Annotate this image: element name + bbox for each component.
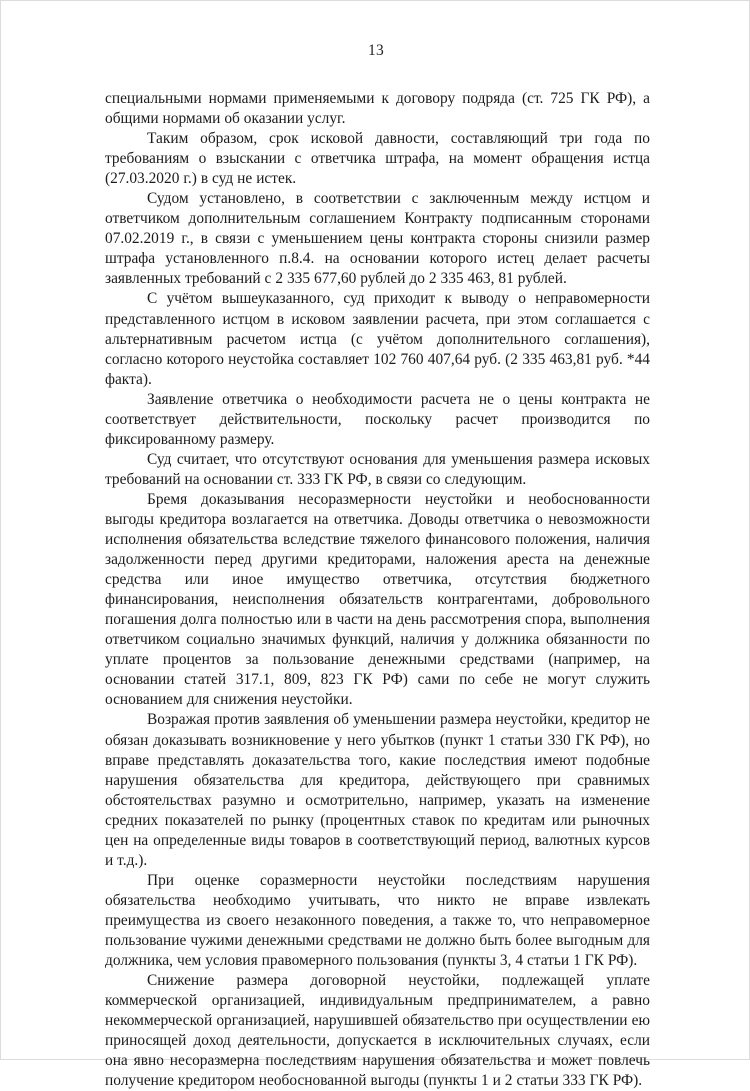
paragraph-10: Снижение размера договорной неустойки, подлежащей уплате коммерческой организацией, индивидуальным предпринимателем, а равно некоммерческой организацией, нарушившей обязательство при осуществлении ею приносящей доход деятельности, допускается в исключительных случаях, если она явно несоразмерна последствиям нарушения обязательства и может повлечь получение кредитором необоснованной выгоды (пункты 1 и 2 статьи 333 ГК РФ).	[105, 972, 650, 1090]
paragraph-7: Бремя доказывания несоразмерности неустойки и необоснованности выгоды кредитора возлагается на ответчика. Доводы ответчика о невозможности исполнения обязательства вследствие тяжелого финансового положения, наличия задолженности перед другими кредиторами, наложения ареста на денежные средства или иное имущество ответчика, отсутствия бюджетного финансирования, неисполнения обязательств контрагентами, добровольного погашения долга полностью или в части на день рассмотрения спора, выполнения ответчиком социально значимых функций, наличия у должника обязанности по уплате процентов за пользование денежными средствами (например, на основании статей 317.1, 809, 823 ГК РФ) сами по себе не могут служить основанием для снижения неустойки.	[105, 490, 650, 709]
paragraph-8: Возражая против заявления об уменьшении размера неустойки, кредитор не обязан доказывать возникновение у него убытков (пункт 1 статьи 330 ГК РФ), но вправе представлять доказательства того, какие последствия имеют подобные нарушения обязательства для кредитора, действующего при сравнимых обстоятельствах разумно и осмотрительно, например, указать на изменение средних показателей по рынку (процентных ставок по кредитам или рыночных цен на определенные виды товаров в соответствующий период, валютных курсов и т.д.).	[105, 711, 650, 869]
paragraph-2: Таким образом, срок исковой давности, составляющий три года по требованиям о взыскании с ответчика штрафа, на момент обращения истца (27.03.2020 г.) в суд не истек.	[105, 130, 650, 188]
paragraph-3: Судом установлено, в соответствии с заключенным между истцом и ответчиком дополнительным соглашением Контракту подписанным сторонами 07.02.2019 г., в связи с уменьшением цены контракта стороны снизили размер штрафа установленного п.8.4. на основании которого истец делает расчеты заявленных требований с 2 335 677,60 рублей до 2 335 463, 81 рублей.	[105, 190, 650, 288]
paragraph-9: При оценке соразмерности неустойки последствиям нарушения обязательства необходимо учитывать, что никто не вправе извлекать преимущества из своего незаконного поведения, а также то, что неправомерное пользование чужими денежными средствами не должно быть более выгодным для должника, чем условия правомерного пользования (пункты 3, 4 статьи 1 ГК РФ).	[105, 871, 650, 970]
paragraph-1: специальными нормами применяемыми к договору подряда (ст. 725 ГК РФ), а общими нормами об оказании услуг.	[105, 90, 650, 128]
paragraph-4: С учётом вышеуказанного, суд приходит к выводу о неправомерности представленного истцом в исковом заявлении расчета, при этом соглашается с альтернативным расчетом истца (с учётом дополнительного соглашения), согласно которого неустойка составляет 102 760 407,64 руб. (2 335 463,81 руб. *44 факта).	[105, 290, 650, 388]
paragraph-6: Суд считает, что отсутствуют основания для уменьшения размера исковых требований на основании ст. 333 ГК РФ, в связи со следующим.	[105, 450, 650, 488]
page-number: 13	[368, 42, 384, 59]
document-body	[105, 89, 650, 1091]
paragraph-5: Заявление ответчика о необходимости расчета не о цены контракта не соответствует действительности, поскольку расчет производится по фиксированному размеру.	[105, 390, 650, 448]
